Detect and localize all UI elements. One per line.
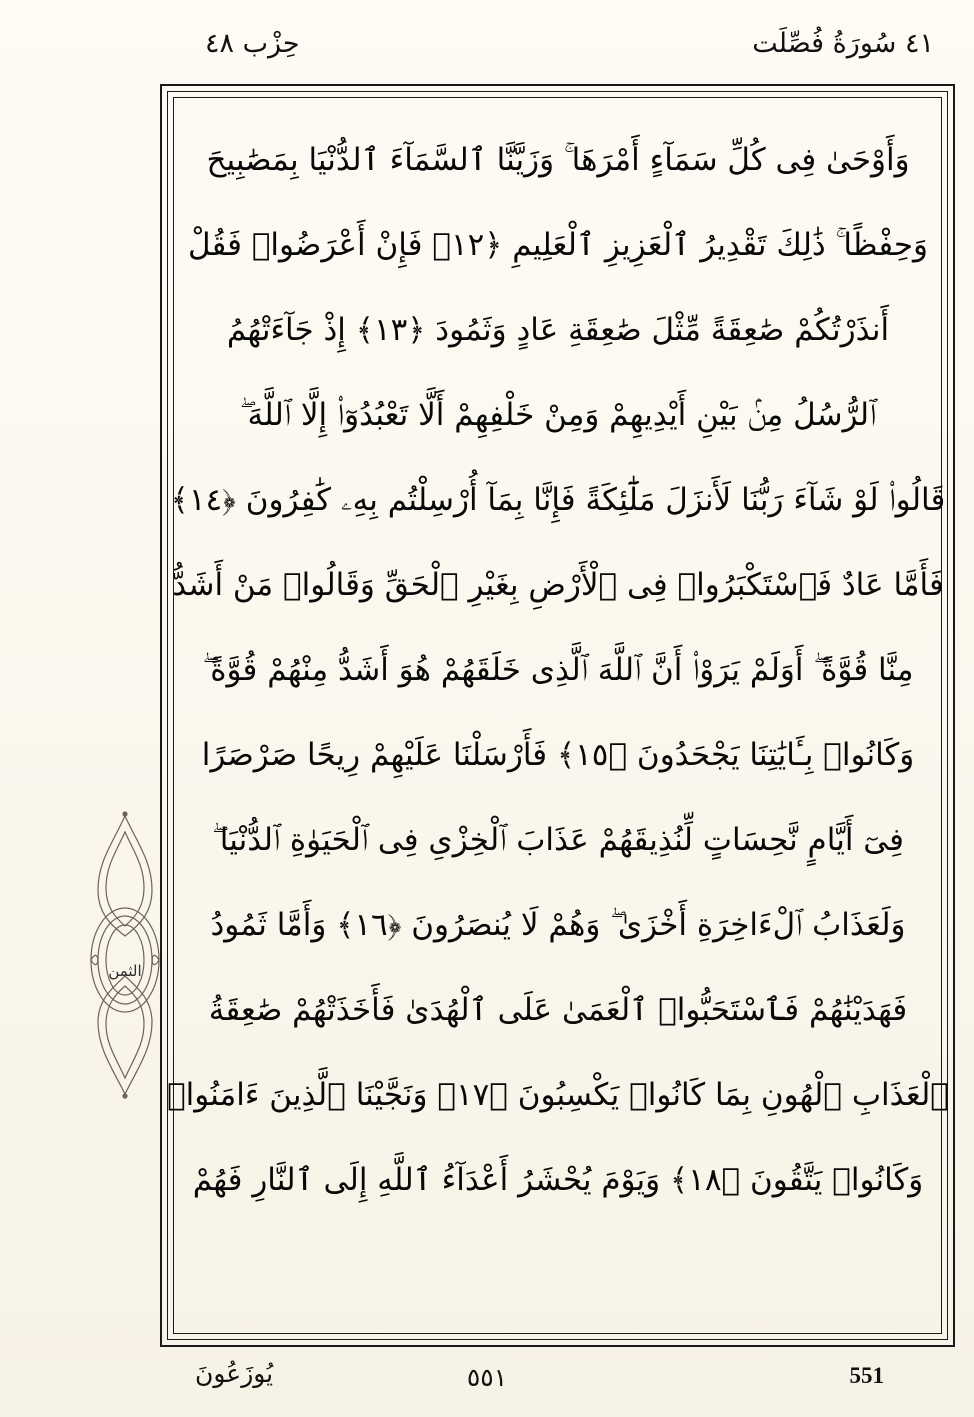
quran-line: مِنَّا قُوَّةً ۖ أَوَلَمْ يَرَوْا۟ أَنَّ ٱللَّهَ ٱلَّذِى خَلَقَهُمْ هُوَ أَشَدُّ مِنْهُمْ قُوَّةً ۖ <box>202 652 914 688</box>
surah-title: ٤١ سُورَةُ فُصِّلَت <box>752 28 934 59</box>
quran-line: وَكَانُوا۟ بِـَٔايَٰتِنَا يَجْحَدُونَ ﴿١٥﴾ فَأَرْسَلْنَا عَلَيْهِمْ رِيحًا صَرْصَرًا <box>201 737 915 773</box>
quran-line: فِىٓ أَيَّامٍ نَّحِسَاتٍ لِّنُذِيقَهُمْ عَذَابَ ٱلْخِزْىِ فِى ٱلْحَيَوٰةِ ٱلدُّنْيَا ۖ <box>212 822 904 858</box>
page-number-latin: 551 <box>849 1363 884 1388</box>
quran-line: أَنذَرْتُكُمْ صَٰعِقَةً مِّثْلَ صَٰعِقَةِ عَادٍ وَثَمُودَ ﴿١٣﴾ إِذْ جَآءَتْهُمُ <box>226 312 890 348</box>
page-number-arabic: ٥٥١ <box>466 1363 508 1392</box>
quran-line: وَكَانُوا۟ يَتَّقُونَ ﴿١٨﴾ وَيَوْمَ يُحْشَرُ أَعْدَآءُ ٱللَّهِ إِلَى ٱلنَّارِ فَهُمْ <box>192 1162 924 1198</box>
page-footer <box>0 1359 974 1399</box>
quran-line: وَلَعَذَابُ ٱلْءَاخِرَةِ أَخْزَىٰ ۖ وَهُمْ لَا يُنصَرُونَ ﴿١٦﴾ وَأَمَّا ثَمُودُ <box>210 907 906 943</box>
quran-line: قَالُوا۟ لَوْ شَآءَ رَبُّنَا لَأَنزَلَ مَلَٰٓئِكَةً فَإِنَّا بِمَآ أُرْسِلْتُم بِهِۦ كَٰفِرُونَ ﴿١٤﴾ <box>170 482 946 518</box>
catchword: يُوزَعُونَ <box>195 1359 274 1388</box>
quran-line: فَأَمَّا عَادٌ فَٱسْتَكْبَرُوا۟ فِى ٱلْأَرْضِ بِغَيْرِ ٱلْحَقِّ وَقَالُوا۟ مَنْ أَشَدُّ <box>172 567 944 603</box>
quran-line: ٱلرُّسُلُ مِنۢ بَيْنِ أَيْدِيهِمْ وَمِنْ خَلْفِهِمْ أَلَّا تَعْبُدُوٓا۟ إِلَّا ٱللَّهَ ۖ <box>239 397 877 433</box>
page-header <box>0 28 974 74</box>
quran-line: ٱلْعَذَابِ ٱلْهُونِ بِمَا كَانُوا۟ يَكْسِبُونَ ﴿١٧﴾ وَنَجَّيْنَا ٱلَّذِينَ ءَامَنُوا۟ <box>167 1077 949 1113</box>
ornament-label: الثمن <box>108 962 142 980</box>
quran-line: وَأَوْحَىٰ فِى كُلِّ سَمَآءٍ أَمْرَهَا ۚ وَزَيَّنَّا ٱلسَّمَآءَ ٱلدُّنْيَا بِمَصَٰبِيحَ <box>206 142 910 178</box>
margin-ornament-icon <box>86 810 164 1100</box>
quran-line: فَهَدَيْنَٰهُمْ فَٱسْتَحَبُّوا۟ ٱلْعَمَىٰ عَلَى ٱلْهُدَىٰ فَأَخَذَتْهُمْ صَٰعِقَةُ <box>208 992 908 1028</box>
quran-line: وَحِفْظًا ۚ ذَٰلِكَ تَقْدِيرُ ٱلْعَزِيزِ ٱلْعَلِيمِ ﴿١٢﴾ فَإِنْ أَعْرَضُوا۟ فَقُلْ <box>187 227 929 263</box>
quran-text-block <box>168 100 948 1330</box>
juz-label: حِزْب ٤٨ <box>205 28 300 59</box>
